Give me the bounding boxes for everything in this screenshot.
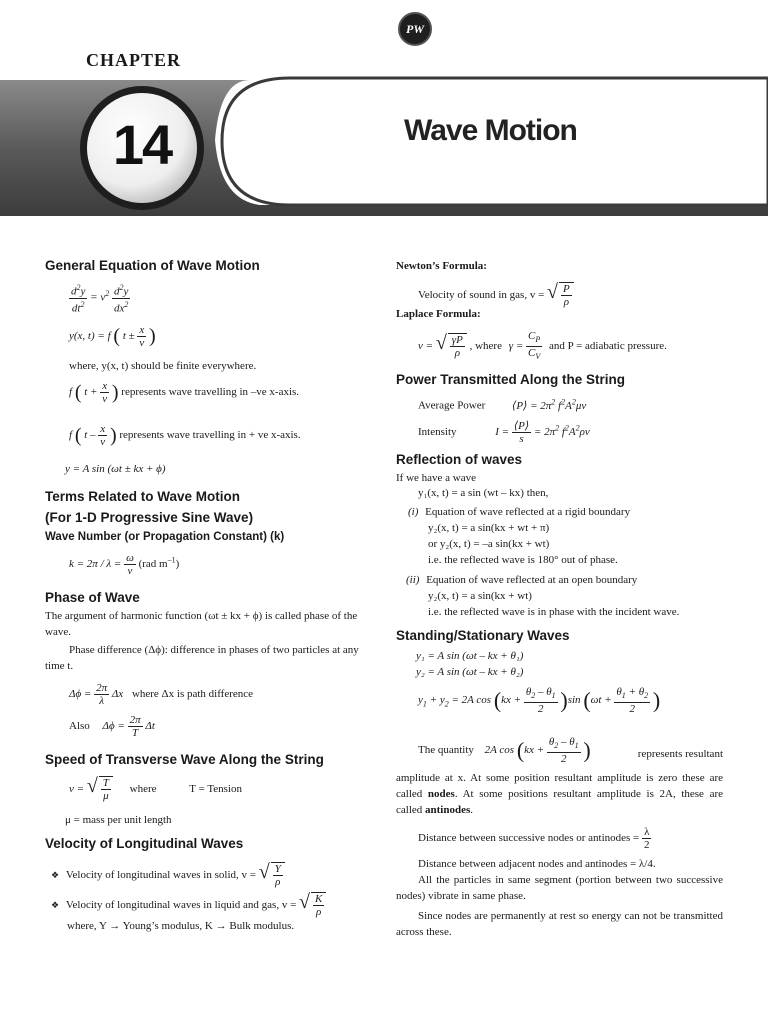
text-solid: Velocity of longitudinal waves in solid, v = bbox=[65, 869, 256, 882]
eq-laplace: v = √ $\frac{\gamma P}{\rho}$ , where γ = $\frac{C_P}{C_V}$ and P = adiabatic pressure. bbox=[418, 330, 667, 362]
section-title-general-equation: General Equation of Wave Motion bbox=[45, 258, 260, 273]
text-mass-per-length: μ = mass per unit length bbox=[65, 814, 172, 826]
section-title-terms bbox=[45, 486, 253, 528]
chapter-header bbox=[0, 0, 768, 216]
text-no-energy: Since nodes are permanently at rest so energy can not be transmitted across these. bbox=[396, 910, 723, 938]
text-tension: T = Tension bbox=[189, 783, 242, 796]
section-title-longitudinal: Velocity of Longitudinal Waves bbox=[45, 836, 244, 851]
text-antinodes: antinodes bbox=[425, 804, 471, 816]
text-open-note: i.e. the reflected wave is in phase with the incident wave. bbox=[428, 606, 680, 618]
eq-y2: y₂ = A sin (ωt – kx + θ₂) bbox=[416, 666, 524, 678]
text-same-phase: All the particles in same segment (portion between two successive nodes) vibrate in same phase. bbox=[396, 874, 723, 902]
bullet-icon: ❖ bbox=[51, 900, 60, 911]
eq-distance-nodes: Distance between successive nodes or antinodes = $\frac{\lambda}{2}$ bbox=[418, 826, 650, 851]
label-average-power: Average Power bbox=[418, 399, 486, 412]
section-title-reflection: Reflection of waves bbox=[396, 452, 523, 467]
list-item-liquid-gas: ❖ Velocity of longitudinal waves in liquid and gas, v = √ $\frac{K}{\rho}$ bbox=[51, 892, 326, 918]
text-nodes-part2: . At some positions resultant amplitude is 2A, these are called bbox=[396, 788, 723, 816]
text-rigid: Equation of wave reflected at a rigid boundary bbox=[425, 506, 631, 518]
item-rigid-boundary bbox=[408, 504, 630, 520]
subtitle-wave-number: Wave Number (or Propagation Constant) (k) bbox=[45, 531, 285, 543]
eq-wave-positive: f ( t – $\frac{x}{v}$ ) represents wave travelling in + ve x-axis. bbox=[69, 423, 301, 448]
text-finite-everywhere: where, y(x, t) should be finite everywhere. bbox=[69, 360, 257, 372]
label-intensity: Intensity bbox=[418, 426, 457, 439]
chapter-label: CHAPTER bbox=[86, 50, 182, 70]
text-dist-nodes: Distance between successive nodes or antinodes = bbox=[418, 832, 640, 845]
eq-rigid-2: or y₂(x, t) = –a sin(kx + wt) bbox=[428, 538, 550, 550]
text-nodes-part3: . bbox=[470, 804, 474, 816]
text-quantity: The quantity bbox=[418, 744, 474, 757]
label-ii: (ii) bbox=[406, 574, 420, 586]
eq-intensity: Intensity I = $\frac{⟨P⟩}{s}$ = $2\pi^2$ $f^2A^2\rho v$ bbox=[418, 420, 590, 445]
text-nodes-antinodes bbox=[396, 770, 723, 818]
section-title-phase: Phase of Wave bbox=[45, 590, 140, 605]
label-i: (i) bbox=[408, 506, 419, 518]
text-nodes-part1: amplitude at x. At some position resultant amplitude is zero these are called bbox=[396, 772, 723, 800]
text-nodes: nodes bbox=[427, 788, 455, 800]
text-newton: Velocity of sound in gas, v = bbox=[418, 289, 545, 302]
text-path-difference: where Δx is path difference bbox=[131, 688, 254, 701]
eq-transverse-speed: v = √ $\frac{T}{\mu}$ where T = Tension bbox=[69, 775, 242, 802]
text-dist-adjacent: Distance between adjacent nodes and antinodes = λ/4. bbox=[418, 858, 656, 870]
eq-newton: Velocity of sound in gas, v = √ $\frac{P}{\rho}$ bbox=[418, 282, 574, 308]
section-title-power: Power Transmitted Along the String bbox=[396, 372, 626, 387]
eq-average-power: Average Power ⟨P⟩ = $2\pi^2$ $f^2A^2\mu v$ bbox=[418, 397, 587, 412]
eq-wave-differential: $\frac{d^2y}{dt^2}$ = $v^2$ $\frac{d^2y}{dx^2}$ bbox=[71, 283, 129, 315]
text-moduli: where, Y → Young’s modulus, K → Bulk modulus. bbox=[67, 920, 295, 932]
eq-wave-negative: f ( t + $\frac{x}{v}$ ) represents wave travelling in –ve x-axis. bbox=[69, 380, 300, 405]
title-laplace: Laplace Formula: bbox=[396, 308, 481, 320]
text-liquid-gas: Velocity of longitudinal waves in liquid and gas, v = bbox=[65, 899, 297, 912]
eq-sine-wave: y = A sin (ωt ± kx + ϕ) bbox=[65, 463, 166, 475]
title-newton: Newton’s Formula: bbox=[396, 260, 487, 272]
eq-general-function: y(x, t) = f ( t ± $\frac{x}{v}$ ) bbox=[69, 324, 156, 349]
section-title-standing: Standing/Stationary Waves bbox=[396, 628, 570, 643]
text-adiabatic: and P = adiabatic pressure. bbox=[548, 340, 667, 353]
chapter-title: Wave Motion bbox=[404, 114, 577, 147]
pw-logo-icon bbox=[398, 12, 432, 46]
eq-superposition: $y_1 + y_2 = 2A$ cos (kx + $\frac{\theta_2 - \theta_1}{2}$ )sin (ωt + $\frac{\theta_1 + \theta_2}{2}$ ) bbox=[418, 686, 661, 716]
header-graphic bbox=[0, 0, 768, 216]
text-where-tension: where bbox=[129, 783, 157, 796]
text-open: Equation of wave reflected at an open boundary bbox=[426, 574, 638, 586]
text-reflection-intro: If we have a wave bbox=[396, 472, 477, 484]
text-wave-positive: represents wave travelling in + ve x-axis. bbox=[119, 429, 301, 442]
eq-phase-difference: Δϕ = $\frac{2\pi}{\lambda}$ Δx where Δx is path difference bbox=[69, 682, 254, 707]
chapter-number: 14 bbox=[112, 113, 172, 176]
eq-quantity: The quantity 2A cos (kx + $\frac{\theta_2 - \theta_1}{2}$ ) represents resultant bbox=[418, 736, 723, 766]
text-also: Also bbox=[69, 720, 90, 733]
terms-title-line1: Terms Related to Wave Motion bbox=[45, 489, 241, 504]
eq-incident-wave: y₁(x, t) = a sin (wt – kx) then, bbox=[418, 487, 549, 499]
terms-title-line2: (For 1-D Progressive Sine Wave) bbox=[45, 510, 254, 525]
text-wave-negative: represents wave travelling in –ve x-axis. bbox=[121, 386, 300, 399]
section-title-transverse-speed: Speed of Transverse Wave Along the String bbox=[45, 752, 324, 767]
eq-rigid-1: y₂(x, t) = a sin(kx + wt + π) bbox=[428, 522, 550, 534]
eq-y1: y₁ = A sin (ωt – kx + θ₁) bbox=[416, 650, 524, 662]
bullet-icon: ❖ bbox=[51, 870, 60, 881]
list-item-solid: ❖ Velocity of longitudinal waves in solid, v = √ $\frac{Y}{\rho}$ bbox=[51, 862, 285, 888]
eq-wave-number: k = 2π / λ = $\frac{\omega}{v}$ (rad $m^{-1}$) bbox=[69, 552, 180, 577]
eq-open: y₂(x, t) = a sin(kx + wt) bbox=[428, 590, 532, 602]
eq-phase-time: Also Δϕ = $\frac{2\pi}{T}$ Δt bbox=[69, 714, 155, 739]
text-represents: represents resultant bbox=[637, 748, 723, 760]
text-phase-difference: Phase difference (Δϕ): difference in phases of two particles at any time t. bbox=[45, 644, 359, 672]
pw-logo-text: PW bbox=[406, 21, 424, 36]
text-phase-definition: The argument of harmonic function (ωt ± kx + ϕ) is called phase of the wave. bbox=[45, 610, 358, 638]
text-laplace-where: , where bbox=[469, 340, 502, 353]
text-rigid-note: i.e. the reflected wave is 180° out of phase. bbox=[428, 554, 618, 566]
item-open-boundary bbox=[406, 572, 637, 588]
